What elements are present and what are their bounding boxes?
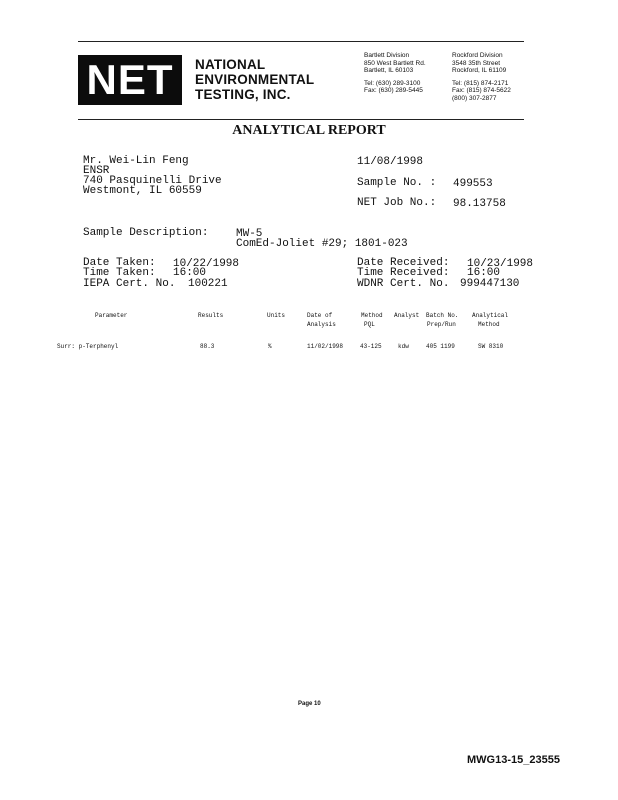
- report-title: ANALYTICAL REPORT: [232, 123, 386, 138]
- wdnr-cert-value: 999447130: [460, 278, 520, 290]
- date-taken-label: Date Taken:: [83, 257, 156, 269]
- sample-description-line-1: MW-5: [236, 228, 263, 240]
- col-header-analysis: Analysis: [307, 321, 336, 328]
- date-received-value: 10/23/1998: [467, 258, 534, 270]
- company-name: NATIONAL ENVIRONMENTAL TESTING, INC.: [195, 57, 315, 102]
- col-header-units: Units: [267, 312, 286, 319]
- col-header-analytical-method: Method: [478, 321, 500, 328]
- time-taken-value: 16:00: [173, 267, 207, 279]
- row-parameter: Surr: p-Terphenyl: [57, 343, 119, 350]
- client-street: 740 Pasquinelli Drive: [83, 175, 222, 187]
- sample-description-label: Sample Description:: [83, 227, 209, 239]
- iepa-cert-label: IEPA Cert. No.: [83, 278, 176, 290]
- col-header-analytical: Analytical: [472, 312, 509, 319]
- col-header-prep-run: Prep/Run: [427, 321, 456, 328]
- row-date: 11/02/1998: [307, 343, 344, 350]
- job-no-value: 98.13758: [453, 198, 506, 210]
- time-taken-label: Time Taken:: [83, 267, 156, 279]
- client-name: Mr. Wei-Lin Feng: [83, 155, 189, 167]
- date-taken-value: 10/22/1998: [173, 258, 240, 270]
- sample-description-line-2: ComEd-Joliet #29; 1801-023: [236, 238, 408, 250]
- page-number: Page 10: [298, 701, 321, 707]
- row-result: 88.3: [200, 343, 215, 350]
- col-header-batch-no: Batch No.: [426, 312, 459, 319]
- row-analyst: kdw: [398, 343, 409, 350]
- client-city: Westmont, IL 60559: [83, 185, 202, 197]
- row-analytical-method: SW 8310: [478, 343, 504, 350]
- sample-no-label: Sample No. :: [357, 177, 437, 189]
- row-pql: 43-125: [360, 343, 382, 350]
- rockford-division-address: Rockford Division 3548 35th Street Rockford, IL 61109 Tel: (815) 874-2171 Fax: (815) 874-5622 (800) 307-2877: [452, 52, 511, 102]
- col-header-date-of: Date of: [307, 312, 333, 319]
- sample-no-value: 499553: [453, 178, 493, 190]
- col-header-pql: PQL: [364, 321, 375, 328]
- time-received-value: 16:00: [467, 267, 501, 279]
- report-date: 11/08/1998: [357, 156, 424, 168]
- net-logo: NET: [78, 55, 182, 105]
- col-header-method: Method: [361, 312, 383, 319]
- client-company: ENSR: [83, 165, 110, 177]
- document-id: MWG13-15_23555: [467, 754, 560, 766]
- date-received-label: Date Received:: [357, 257, 450, 269]
- iepa-cert-value: 100221: [188, 278, 228, 290]
- job-no-label: NET Job No.:: [357, 197, 437, 209]
- time-received-label: Time Received:: [357, 267, 450, 279]
- bartlett-division-address: Bartlett Division 850 West Bartlett Rd. Bartlett, IL 60103 Tel: (630) 289-3100 Fax: (630) 289-5445: [364, 52, 426, 95]
- row-units: %: [268, 343, 272, 350]
- header-bottom-rule: [78, 119, 524, 120]
- col-header-results: Results: [198, 312, 224, 319]
- col-header-parameter: Parameter: [95, 312, 128, 319]
- header-top-rule: [78, 41, 524, 42]
- col-header-analyst: Analyst: [394, 312, 420, 319]
- row-batch: 405 1199: [426, 343, 455, 350]
- wdnr-cert-label: WDNR Cert. No.: [357, 278, 450, 290]
